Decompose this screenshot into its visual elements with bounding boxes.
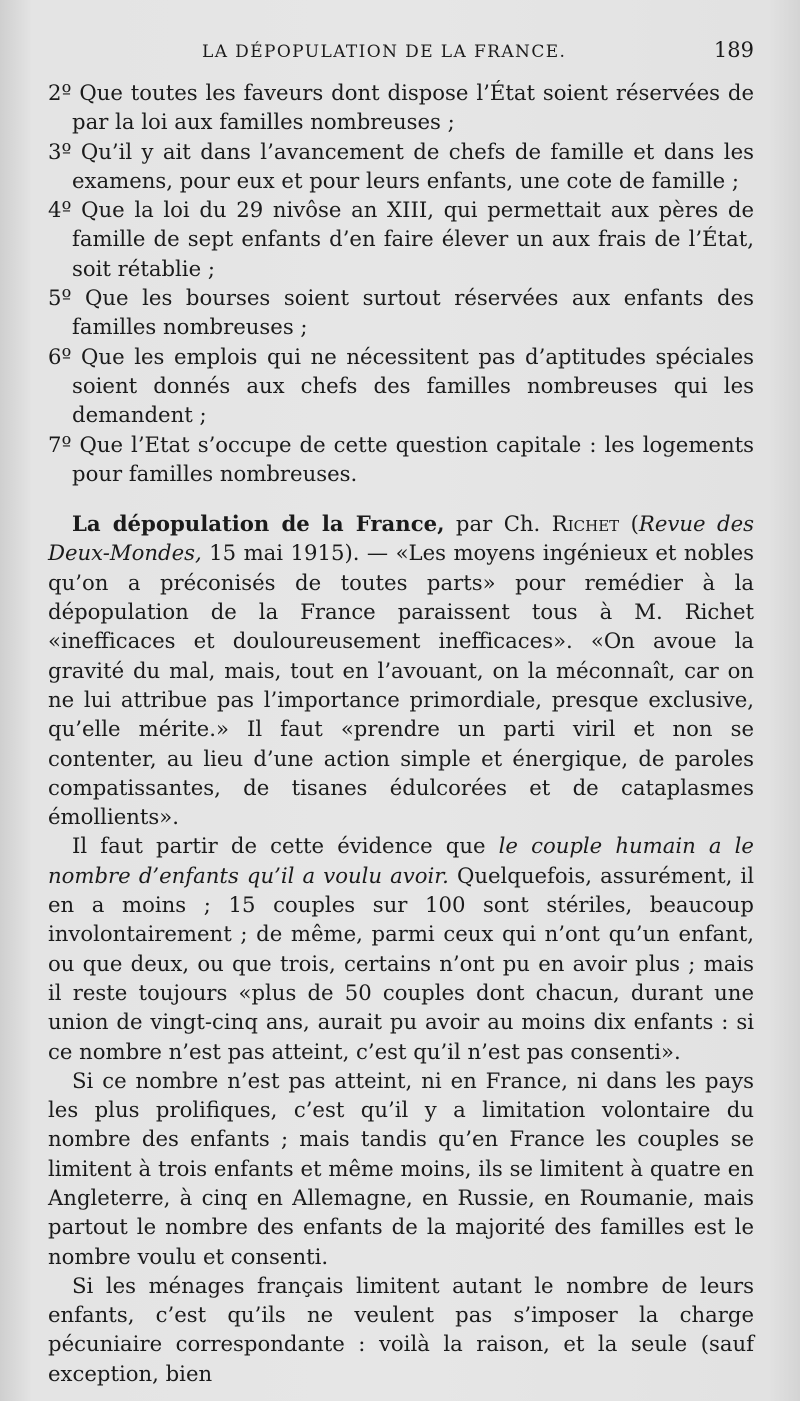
review-source-open: ( xyxy=(619,511,639,537)
list-item: 7º Que l’Etat s’occupe de cette question capitale : les logements pour familles nombreuses. xyxy=(48,431,754,486)
list-item: 2º Que toutes les faveurs dont dispose l’État soient réservées de par la loi aux familles nombreuses ; xyxy=(48,80,754,135)
review-source: Revue des Deux-Mondes, xyxy=(48,511,754,566)
review-title: La dépopulation de la France, xyxy=(72,511,445,537)
running-head xyxy=(202,38,754,78)
review-paragraph xyxy=(48,509,754,831)
review-text: 15 mai 1915). — «Les moyens ingénieux et nobles qu’on a préconisés de toutes parts» pour remédier à la dépopulation de la France paraissent tous à M. Richet «inefficaces et douloureusement inefficaces». «On avoue la gravité du mal, mais, tout en l’avouant, on la méconnaît, car on ne lui attribue pas l’importance primordiale, presque exclusive, qu’elle mérite.» Il faut «prendre un parti viril et non se contenter, au lieu d’une action simple et énergique, de paroles compatissantes, de tisanes édulcorées et de cataplasmes émollients». xyxy=(48,540,754,830)
body-text xyxy=(48,78,754,1388)
list-item: 5º Que les bourses soient surtout réservées aux enfants des familles nombreuses ; xyxy=(48,285,754,340)
list-item: 3º Qu’il y ait dans l’avancement de chefs de famille et dans les examens, pour eux et pour leurs enfants, une cote de famille ; xyxy=(48,138,754,193)
section-gap xyxy=(48,488,754,509)
running-title: LA DÉPOPULATION DE LA FRANCE. xyxy=(202,42,567,62)
review-author: Richet xyxy=(551,511,620,537)
review-by: par Ch. xyxy=(444,511,552,537)
list-item: 4º Que la loi du 29 nivôse an XIII, qui permettait aux pères de famille de sept enfants d’en faire élever un aux frais de l’État, soit rétablie ; xyxy=(48,197,754,281)
paragraph-lead: Il faut partir de cette évidence que xyxy=(72,833,499,859)
page-number: 189 xyxy=(713,38,754,62)
paragraph xyxy=(48,831,754,1065)
paragraph-rest: Quelquefois, assurément, il en a moins ; 15 couples sur 100 sont stériles, beaucoup involontairement ; de même, parmi ceux qui n’ont qu’un enfant, ou que deux, ou que trois, certains n’ont pu en avoir plus ; mais il reste toujours «plus de 50 couples dont chacun, durant une union de vingt-cinq ans, aurait pu avoir au moins dix enfants : si ce nombre n’est pas atteint, c’est qu’il n’est pas consenti». xyxy=(48,862,754,1064)
paragraph: Si ce nombre n’est pas atteint, ni en France, ni dans les pays les plus prolifiques, c’est qu’il y a limitation volontaire du nombre des enfants ; mais tandis qu’en France les couples se limitent à trois enfants et même moins, ils se limitent à quatre en Angleterre, à cinq en Allemagne, en Russie, en Roumanie, mais partout le nombre des enfants de la majorité des familles est le nombre voulu et consenti. xyxy=(48,1067,754,1269)
paragraph-emphasis: le couple humain a le nombre d’enfants qu’il a voulu avoir. xyxy=(48,833,754,888)
list-item: 6º Que les emplois qui ne nécessitent pas d’aptitudes spéciales soient donnés aux chefs des familles nombreuses qui les demandent ; xyxy=(48,343,754,428)
paragraph: Si les ménages français limitent autant le nombre de leurs enfants, c’est qu’ils ne veulent pas s’imposer la charge pécuniaire correspondante : voilà la raison, et la seule (sauf exception, bien xyxy=(48,1272,754,1386)
